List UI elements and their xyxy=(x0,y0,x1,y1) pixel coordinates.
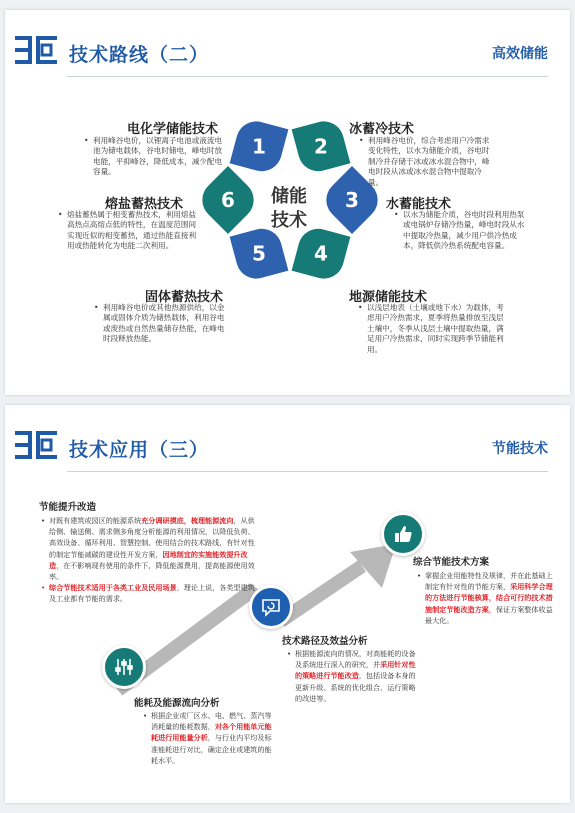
path-circle xyxy=(249,585,293,629)
page-title: 技术路线（二） xyxy=(69,44,210,66)
step-text-plan: • 掌握企业用能特性及规律，并在此基础上制定有针对性的节能方案，采用科学合理的方法进行节能核算，结合可行的技术措施制定节能改造方案，保证方案整体收益最大化。 xyxy=(417,571,553,625)
step-title-path: 技术路径及效益分析 xyxy=(282,636,368,647)
item-desc-ice-storage: • 利用峰谷电价，综合考虑用户冷需求变化特性，以水为储能介质，谷电时制冷并存储于冰或冰水混合物中，峰电时段从冰或冰水混合物中提取冷量。 xyxy=(359,136,490,187)
thumbs-up-icon xyxy=(384,515,422,553)
petal-number-6: 6 xyxy=(221,188,235,212)
improve-text: • 对既有建筑或园区的能源系统充分调研摸底，梳理能源流向，从供给侧、输送侧、需求侧多角度分析能源的利用情况，以降低负荷、高效设备、循环利用、智慧控制、使用结合的技术路线，有针对性的制定节能减碳的建设性开发方案，因地制宜的实施能效提升改造，在不影响现有使用的条件下，降低能源费用，提高能源使用效率。 • 综合节能技术适用于各类工业及民用场景，理论上说，各类型建筑及工业都有节能的需求。 xyxy=(41,516,255,604)
page-tagline: 高效储能 xyxy=(492,46,548,62)
item-title-ice-storage: 冰蓄冷技术 xyxy=(349,122,415,137)
step-title-plan: 综合节能技术方案 xyxy=(413,557,490,568)
petal-number-4: 4 xyxy=(314,241,328,266)
item-desc-molten-salt: • 熔盐蓄热属于相变蓄热技术，利用熔盐高热点高熔点低的特性，在温度范围间实现近似的相变蓄热，通过热能直接利用或热能转化为电能二次利用。 xyxy=(58,210,197,251)
item-title-molten-salt: 熔盐蓄热技术 xyxy=(105,197,184,212)
item-title-solid-heat: 固体蓄热技术 xyxy=(145,290,224,305)
header-divider xyxy=(67,471,548,472)
center-label: 储能 技术 xyxy=(271,186,307,231)
slide-tech-application xyxy=(5,405,570,803)
item-desc-ground-source: • 以浅层地表（土壤或地下水）为载体，考虑用户冷热需求，夏季将热量排放至浅层土壤中，冬季从浅层土壤中提取热量，满足用户冷热需求，同时实现跨季节储能利用。 xyxy=(358,303,504,354)
petal-number-5: 5 xyxy=(252,241,266,266)
item-title-ground-source: 地源储能技术 xyxy=(349,290,428,305)
company-logo-icon xyxy=(15,429,57,461)
company-logo-icon xyxy=(15,34,57,66)
step-text-path: • 根据能源流向的情况，对高能耗的设备及系统进行深入的研究，并采用针对性的策略进行节能改造，包括设备本身的更新升级、系统的优化组合、运行策略的改进等。 xyxy=(287,649,416,703)
item-title-electrochemical: 电化学储能技术 xyxy=(127,122,219,137)
header-divider xyxy=(67,76,548,77)
page-title: 技术应用（三） xyxy=(69,439,210,461)
item-desc-water-storage: • 以水为储能介质，谷电时段利用热泵或电锅炉存储冷热量，峰电时段从水中提取冷热量，减少用户供冷热成本，降低供冷热系统配电容量。 xyxy=(394,210,525,251)
item-title-water-storage: 水蓄能技术 xyxy=(386,197,452,212)
petal-number-3: 3 xyxy=(345,188,359,212)
item-desc-electrochemical: • 利用峰谷电价，以锂离子电池或液流电池为储电载体，谷电时储电，峰电时放电能，平抑峰谷，降低成本，减少配电容量。 xyxy=(84,136,223,177)
petal-number-1: 1 xyxy=(252,134,266,159)
chat-refresh-icon xyxy=(252,588,290,626)
petal-number-2: 2 xyxy=(314,134,328,159)
analysis-circle xyxy=(102,645,146,689)
plan-circle xyxy=(381,512,425,556)
step-title-analysis: 能耗及能源流向分析 xyxy=(134,698,220,709)
item-desc-solid-heat: • 利用峰谷电价或其他热源供给，以金属或固体介质为储热载体，利用谷电或废热或自然热量储存热能，在峰电时段释放热能。 xyxy=(94,303,225,344)
page-tagline: 节能技术 xyxy=(492,441,548,457)
improve-title: 节能提升改造 xyxy=(39,502,97,513)
sliders-icon xyxy=(105,648,143,686)
step-text-analysis: • 根据企业或厂区水、电、燃气、蒸汽等消耗量的能耗数据，对各个用能单元能耗进行用能量分析，与行业内平均及标准能耗进行对比，确定企业或建筑的能耗水平。 xyxy=(143,711,272,765)
slide-tech-route xyxy=(5,10,570,395)
